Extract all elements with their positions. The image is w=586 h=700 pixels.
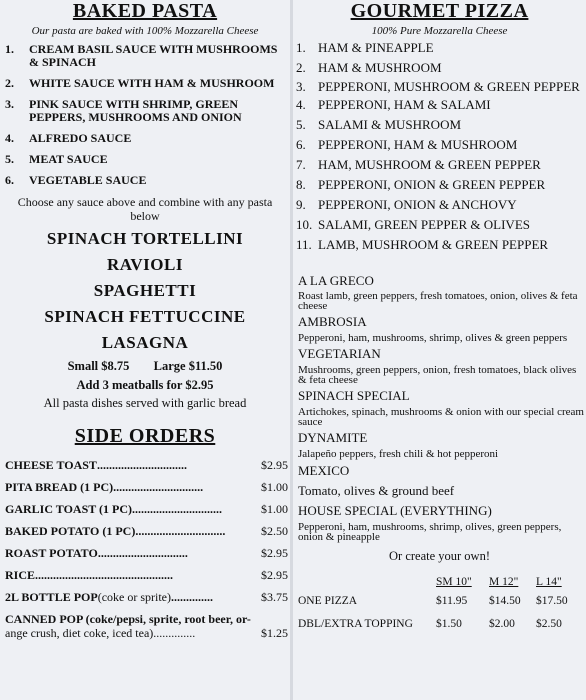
special-name: DYNAMITE — [298, 430, 368, 445]
pasta-types — [0, 229, 290, 353]
price-cell: $2.50 — [536, 618, 562, 630]
combine-note: Choose any sauce above and combine with any pasta below — [17, 195, 273, 223]
side-order-row: PITA BREAD (1 PC) .............................. $1.00 — [5, 480, 288, 494]
right-column — [293, 0, 586, 700]
pizza-item: 9. PEPPERONI, ONION & ANCHOVY — [296, 197, 517, 212]
price-cell: $1.50 — [436, 618, 462, 630]
sauce-list — [0, 43, 290, 187]
baked-pasta-title: BAKED PASTA — [72, 0, 218, 22]
pasta-type: SPAGHETTI — [93, 281, 197, 300]
pizza-item: 10. SALAMI, GREEN PEPPER & OLIVES — [296, 217, 530, 232]
large-price: Large $11.50 — [153, 359, 223, 373]
special-name: SPINACH SPECIAL — [298, 388, 410, 403]
canned-pop-line1: CANNED POP (coke/pepsi, sprite, root beer, or- — [5, 612, 251, 626]
pizza-specials — [293, 273, 586, 542]
pizza-list — [293, 41, 586, 251]
side-orders-list — [0, 458, 290, 640]
special-desc: Pepperoni, ham, mushrooms, shrimp, olives & green peppers — [298, 332, 568, 344]
side-order-row: BAKED POTATO (1 PC) .............................. $2.50 — [5, 524, 288, 538]
pizza-price-table — [298, 576, 583, 630]
special-name: AMBROSIA — [298, 314, 367, 329]
canned-pop-row — [0, 612, 290, 640]
one-pizza-row — [298, 588, 583, 607]
one-pizza-label: ONE PIZZA — [298, 595, 358, 607]
sauce-item: 3. PINK SAUCE WITH SHRIMP, GREEN PEPPERS, MUSHROOMS AND ONION — [5, 97, 242, 124]
special-name: VEGETARIAN — [298, 346, 381, 361]
pasta-type: SPINACH TORTELLINI — [46, 229, 244, 248]
pizza-item: 2. HAM & MUSHROOM — [296, 60, 442, 75]
canned-pop-line2: ange crush, diet coke, iced tea) .............. $1.25 — [5, 626, 288, 640]
price-cell: $14.50 — [489, 595, 521, 607]
side-order-row: CHEESE TOAST .............................. $2.95 — [5, 458, 288, 472]
special-desc: Artichokes, spinach, mushrooms & onion with our special cream sauce — [298, 406, 584, 428]
size-header: M 12" — [489, 576, 519, 588]
side-order-row: GARLIC TOAST (1 PC) .............................. $1.00 — [5, 502, 288, 516]
side-order-row: 2L BOTTLE POP (coke or sprite) .............. $3.75 — [5, 590, 288, 604]
sauce-item: 1. CREAM BASIL SAUCE WITH MUSHROOMS & SPINACH — [5, 42, 278, 69]
pasta-type: LASAGNA — [101, 333, 189, 352]
price-cell: $17.50 — [536, 595, 568, 607]
price-cell: $11.95 — [436, 595, 468, 607]
baked-pasta-subtitle: Our pasta are baked with 100% Mozzarella Cheese — [31, 25, 259, 37]
pasta-type: RAVIOLI — [107, 255, 183, 274]
side-orders-title: SIDE ORDERS — [74, 425, 216, 447]
special-desc: Mushrooms, green peppers, onion, fresh tomatoes, black olives & feta cheese — [298, 364, 577, 386]
pizza-item: 11. LAMB, MUSHROOM & GREEN PEPPER — [296, 237, 549, 252]
pasta-prices — [0, 359, 290, 374]
pizza-item: 7. HAM, MUSHROOM & GREEN PEPPER — [296, 157, 541, 172]
size-header-row — [298, 576, 583, 588]
pizza-item: 8. PEPPERONI, ONION & GREEN PEPPER — [296, 177, 546, 192]
special-desc: Tomato, olives & ground beef — [298, 483, 455, 498]
size-header: SM 10" — [436, 576, 472, 588]
side-order-row: RICE .............................................. $2.95 — [5, 568, 288, 582]
sauce-item: 5. MEAT SAUCE — [5, 152, 108, 166]
gourmet-pizza-title: GOURMET PIZZA — [350, 0, 529, 22]
sauce-item: 6. VEGETABLE SAUCE — [5, 173, 147, 187]
special-desc: Jalapeño peppers, fresh chili & hot pepperoni — [298, 448, 499, 460]
sauce-item: 4. ALFREDO SAUCE — [5, 131, 132, 145]
side-order-row: ROAST POTATO .............................. $2.95 — [5, 546, 288, 560]
topping-row — [298, 607, 583, 630]
left-column — [0, 0, 290, 700]
gourmet-pizza-subtitle: 100% Pure Mozzarella Cheese — [371, 25, 508, 37]
special-desc: Roast lamb, green peppers, fresh tomatoes, onion, olives & feta cheese — [298, 290, 578, 312]
price-cell: $2.00 — [489, 618, 515, 630]
create-your-own: Or create your own! — [389, 549, 490, 563]
special-name: A LA GRECO — [298, 273, 374, 288]
meatballs-note: Add 3 meatballs for $2.95 — [76, 378, 214, 392]
pizza-item: 6. PEPPERONI, HAM & MUSHROOM — [296, 137, 518, 152]
small-price: Small $8.75 — [67, 359, 130, 373]
size-header: L 14" — [536, 576, 562, 588]
topping-label: DBL/EXTRA TOPPING — [298, 618, 413, 630]
pizza-item: 4. PEPPERONI, HAM & SALAMI — [296, 97, 491, 112]
pizza-item: 3. PEPPERONI, MUSHROOM & GREEN PEPPER — [296, 79, 580, 94]
sauce-item: 2. WHITE SAUCE WITH HAM & MUSHROOM — [5, 76, 275, 90]
garlic-bread-note: All pasta dishes served with garlic bread — [43, 396, 247, 410]
pizza-item: 5. SALAMI & MUSHROOM — [296, 117, 462, 132]
special-name: MEXICO — [298, 463, 350, 478]
pizza-item: 1. HAM & PINEAPPLE — [296, 40, 434, 55]
pasta-type: SPINACH FETTUCCINE — [44, 307, 246, 326]
special-desc: Pepperoni, ham, mushrooms, shrimp, olives, green peppers, onion & pineapple — [298, 521, 562, 543]
special-name: HOUSE SPECIAL (EVERYTHING) — [298, 503, 492, 518]
